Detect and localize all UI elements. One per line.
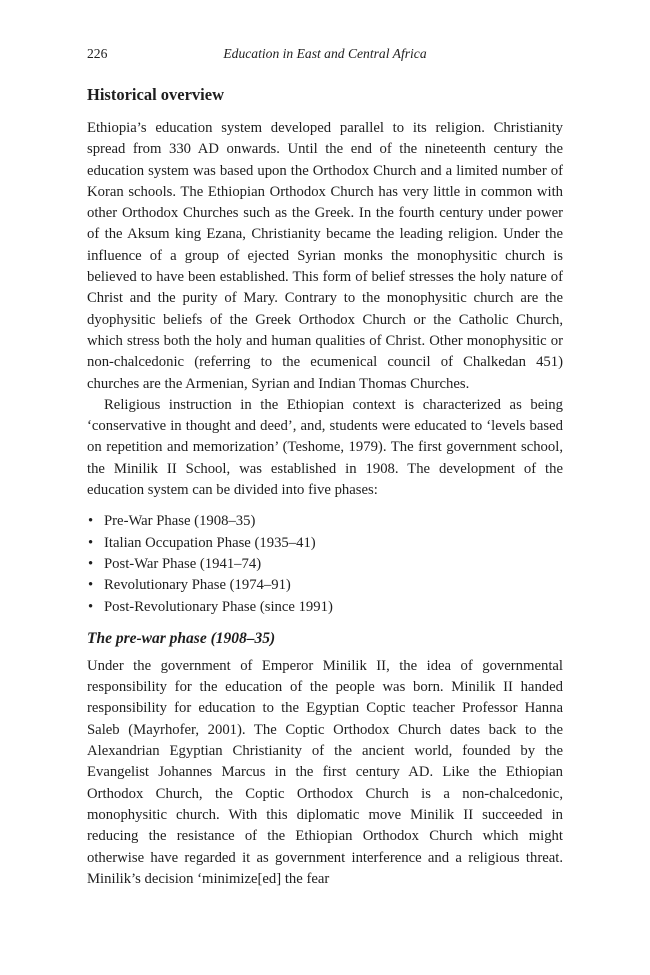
list-item-label: Post-Revolutionary Phase (since 1991) — [104, 598, 333, 615]
paragraph-religious-instruction: Religious instruction in the Ethiopian context is characterized as being ‘conservative in thought and deed’, and, students were educated to ‘levels based on repetition and memorization’ (Teshome, 1979). The first government school, the Minilik II School, was established in 1908. The development of the education system can be divided into five phases: — [87, 396, 563, 499]
running-header — [87, 40, 563, 68]
bullet-icon: • — [88, 577, 94, 594]
list-item — [87, 533, 563, 554]
list-item — [87, 554, 563, 575]
bullet-icon: • — [88, 598, 94, 615]
list-item — [87, 597, 563, 618]
list-item — [87, 511, 563, 532]
phase-list — [87, 511, 563, 617]
book-page — [87, 40, 563, 890]
bullet-icon: • — [88, 534, 94, 551]
paragraph-pre-war-phase: Under the government of Emperor Minilik II, the idea of governmental responsibility for the education of the people was born. Minilik II handed responsibility for education to the Egyptian Coptic teacher Professor Hanna Saleb (Mayrhofer, 2001). The Coptic Orthodox Church dates back to the Alexandrian Egyptian Christianity of the ancient world, founded by the Evangelist Johannes Marcus in the first century AD. Like the Ethiopian Orthodox Church, the Coptic Orthodox Church is a non-chalcedonic, monophysitic church. With this diplomatic move Minilik II succeeded in reducing the resistance of the Ethiopian Orthodox Church which might otherwise have regarded it as government interference and a religious threat. Minilik’s decision ‘minimize[ed] the fear — [87, 657, 563, 887]
page-number: 226 — [87, 46, 108, 61]
list-item-label: Pre-War Phase (1908–35) — [104, 513, 256, 530]
section-heading: Historical overview — [87, 85, 224, 104]
list-item-label: Italian Occupation Phase (1935–41) — [104, 534, 316, 551]
list-item-label: Post-War Phase (1941–74) — [104, 555, 262, 572]
list-item-label: Revolutionary Phase (1974–91) — [104, 577, 291, 594]
bullet-icon: • — [88, 513, 94, 530]
running-title: Education in East and Central Africa — [223, 46, 427, 61]
bullet-icon: • — [88, 555, 94, 572]
paragraph-ethiopia-religion: Ethiopia’s education system developed parallel to its religion. Christianity spread from 330 AD onwards. Until the end of the nineteenth century the education system was based upon the Orthodox Church and a limited number of Koran schools. The Ethiopian Orthodox Church has very little in common with other Orthodox Churches such as the Greek. In the fourth century under power of the Aksum king Ezana, Christianity became the leading religion. Under the influence of a group of ejected Syrian monks the monophysitic church is believed to have been established. This form of belief stresses the holy nature of Christ and the purity of Mary. Contrary to the monophysitic church are the dyophysitic beliefs of the Greek Orthodox Church or the Catholic Church, which stress both the holy and human qualities of Christ. Other monophysitic or non-chalcedonic (referring to the ecumenical council of Chalkedan 451) churches are the Armenian, Syrian and Indian Thomas Churches. — [87, 120, 563, 392]
list-item — [87, 575, 563, 596]
subsection-heading: The pre-war phase (1908–35) — [87, 629, 276, 647]
